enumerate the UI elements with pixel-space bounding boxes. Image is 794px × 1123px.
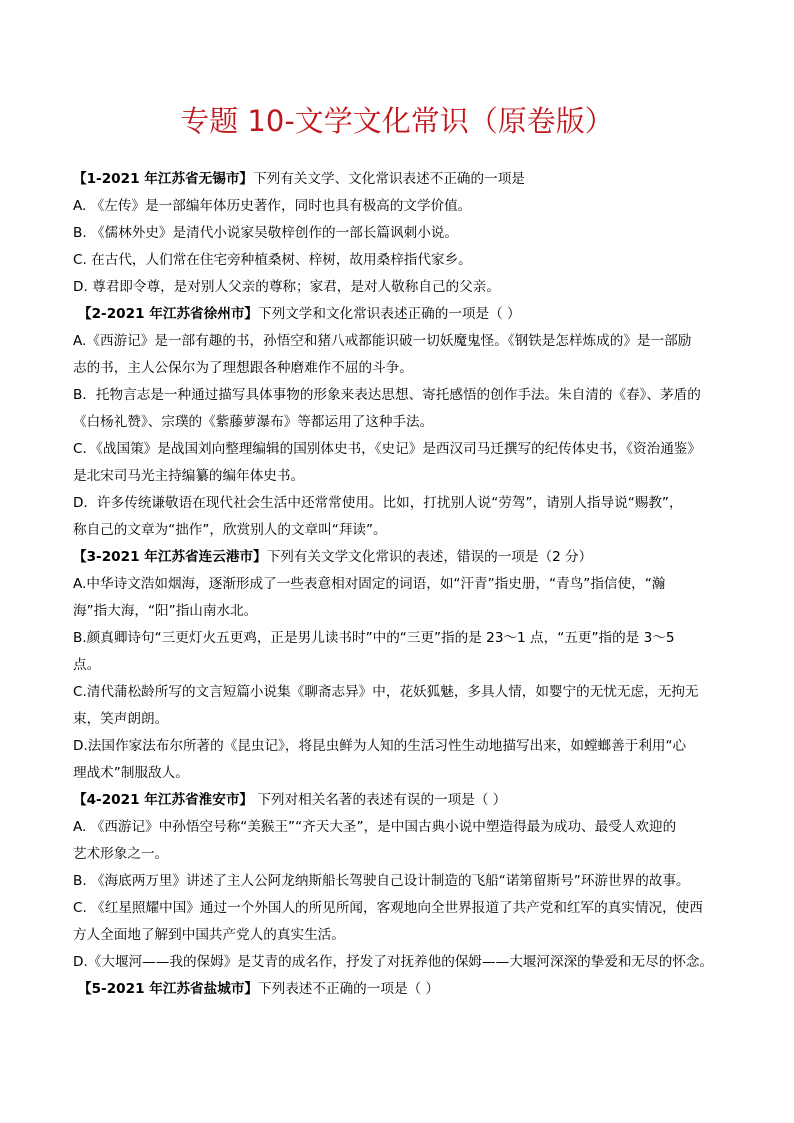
question-4-line: A. 《西游记》中孙悟空号称“美猴王”“齐天大圣”，是中国古典小说中塑造得最为成功、最受人欢迎的	[73, 819, 677, 835]
question-2-line: D．许多传统谦敬语在现代社会生活中还常常使用。比如，打扰别人说“劳驾”，请别人指导说“赐教”，	[73, 495, 683, 511]
question-3-line: A.中华诗文浩如烟海，逐渐形成了一些表意相对固定的词语，如“汗青”指史册，“青鸟”指信使，“瀚	[73, 576, 666, 592]
question-4-line: C. 《红星照耀中国》通过一个外国人的所见所闻，客观地向全世界报道了共产党和红军的真实情况，使西	[73, 900, 703, 916]
question-4-line: 艺术形象之一。	[73, 846, 169, 862]
question-3-line: 海”指大海，“阳”指山南水北。	[73, 603, 258, 619]
question-2-line: 志的书，主人公保尔为了理想跟各种磨难作不屈的斗争。	[73, 360, 413, 376]
question-3-prompt: 下列有关文学文化常识的表述，错误的一项是（2 分）	[266, 549, 593, 565]
question-3-line: 点。	[73, 657, 101, 673]
question-3-line: C.清代蒲松龄所写的文言短篇小说集《聊斋志异》中，花妖狐魅，多具人情，如婴宁的无忧无虑，无拘无	[73, 684, 699, 700]
question-3-line: D.法国作家法布尔所著的《昆虫记》，将昆虫鲜为人知的生活习性生动地描写出来，如螳螂善于利用“心	[73, 738, 687, 754]
question-4-line: B. 《海底两万里》讲述了主人公阿龙纳斯船长驾驶自己设计制造的飞船“诺第留斯号”环游世界的故事。	[73, 873, 690, 889]
question-4-line: 方人全面地了解到中国共产党人的真实生活。	[73, 927, 345, 943]
question-2-line: B．托物言志是一种通过描写具体事物的形象来表达思想、寄托感悟的创作手法。朱自清的《春》、茅盾的	[73, 387, 701, 403]
question-5-heading	[73, 976, 733, 1003]
question-3-line: 理战术”制服敌人。	[73, 765, 189, 781]
page-title: 专题 10-文学文化常识（原卷版）	[180, 104, 614, 138]
question-2-line: C．《战国策》是战国刘向整理编辑的国别体史书，《史记》是西汉司马迁撰写的纪传体史书，《资治通鉴》	[73, 441, 701, 457]
question-1-heading	[73, 166, 733, 193]
question-3-line: B.颜真卿诗句“三更灯火五更鸡，正是男儿读书时”中的“三更”指的是 23～1 点，“五更”指的是 3～5	[73, 630, 675, 646]
question-3-line: 束，笑声朗朗。	[73, 711, 169, 727]
question-5-label: 【5-2021 年江苏省盐城市】	[78, 981, 259, 997]
question-3-label: 【3-2021 年江苏省连云港市】	[73, 549, 267, 565]
question-1-option-d: D. 尊君即令尊，是对别人父亲的尊称；家君，是对人敬称自己的父亲。	[73, 279, 500, 295]
question-1-option-b: B. 《儒林外史》是清代小说家吴敬梓创作的一部长篇讽刺小说。	[73, 225, 458, 241]
question-1-label: 【1-2021 年江苏省无锡市】	[73, 171, 254, 187]
question-5-prompt: 下列表述不正确的一项是（ ）	[258, 981, 440, 997]
question-2-line: 称自己的文章为“拙作”，欣赏别人的文章叫“拜读”。	[73, 522, 387, 538]
question-2-prompt: 下列文学和文化常识表述正确的一项是（ ）	[258, 306, 521, 322]
question-4-line: D.《大堰河——我的保姆》是艾青的成名作，抒发了对抚养他的保姆——大堰河深深的挚爱和无尽的怀念。	[73, 954, 714, 970]
question-2-label: 【2-2021 年江苏省徐州市】	[78, 306, 259, 322]
question-2-line: 是北宋司马光主持编纂的编年体史书。	[73, 468, 305, 484]
question-1-option-c: C. 在古代，人们常在住宅旁种植桑树、梓树，故用桑梓指代家乡。	[73, 252, 472, 268]
question-3-heading	[73, 544, 733, 571]
question-2-heading	[73, 301, 733, 328]
question-2-line: 《白杨礼赞》、宗璞的《紫藤萝瀑布》等都运用了这种手法。	[73, 414, 434, 430]
question-1-prompt: 下列有关文学、文化常识表述不正确的一项是	[253, 171, 525, 187]
question-4-label: 【4-2021 年江苏省淮安市】	[73, 792, 254, 808]
question-list	[73, 166, 733, 1003]
question-4-prompt: 下列对相关名著的表述有误的一项是（ ）	[253, 792, 507, 808]
question-2-line: A.《西游记》是一部有趣的书，孙悟空和猪八戒都能识破一切妖魔鬼怪。《钢铁是怎样炼成的》是一部励	[73, 333, 692, 349]
question-1-option-a: A. 《左传》是一部编年体历史著作，同时也具有极高的文学价值。	[73, 198, 472, 214]
question-4-heading	[73, 787, 733, 814]
